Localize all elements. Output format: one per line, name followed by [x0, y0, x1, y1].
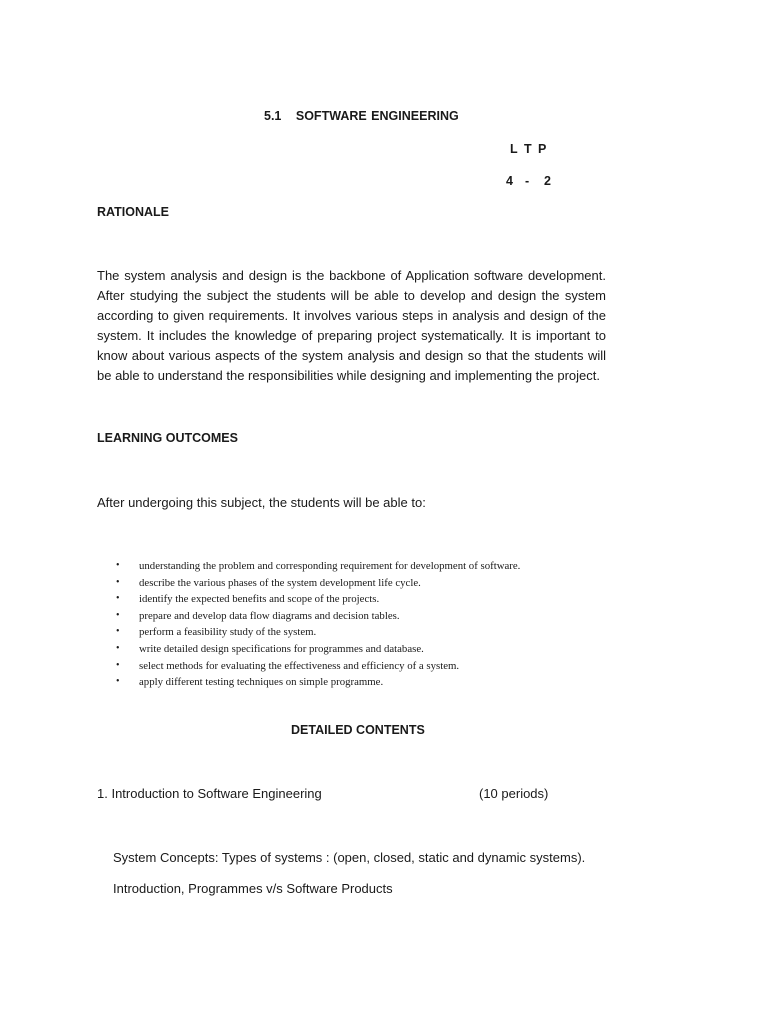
- learning-outcomes-heading: LEARNING OUTCOMES: [97, 431, 238, 445]
- bullet-icon: •: [116, 642, 120, 654]
- bullet-icon: •: [116, 560, 120, 571]
- unit-periods: (10 periods): [479, 786, 549, 801]
- rationale-heading: RATIONALE: [97, 205, 169, 219]
- list-item: [114, 608, 520, 625]
- ltp-header-p: P: [538, 142, 547, 156]
- outcome-text: select methods for evaluating the effectiveness and efficiency of a system.: [139, 659, 460, 672]
- learning-outcomes-intro: After undergoing this subject, the students will be able to:: [97, 495, 426, 510]
- outcome-text: perform a feasibility study of the system.: [139, 626, 317, 639]
- list-item: [114, 558, 520, 575]
- bullet-icon: •: [116, 659, 120, 671]
- ltp-header-t: T: [524, 142, 532, 156]
- content-line: System Concepts: Types of systems : (open, closed, static and dynamic systems).: [113, 850, 586, 865]
- ltp-value-row: [506, 174, 563, 188]
- unit-title: 1. Introduction to Software Engineering: [97, 786, 322, 801]
- section-number: 5.1: [264, 109, 282, 123]
- ltp-header-l: L: [510, 142, 518, 156]
- subject-title: SOFTWARE ENGINEERING: [295, 109, 459, 123]
- outcome-text: prepare and develop data flow diagrams and decision tables.: [139, 609, 400, 622]
- list-item: [114, 641, 520, 658]
- ltp-header-row: [510, 142, 552, 156]
- list-item: [114, 674, 520, 691]
- ltp-value-p: 2: [544, 174, 551, 188]
- rationale-paragraph: The system analysis and design is the backbone of Application software development. After studying the subject the students will be able to develop and design the system according to given requirements. It involves various steps in analysis and design of the system. It includes the knowledge of preparing project systematically. It is important to know about various aspects of the system analysis and design so that the students will be able to understand the responsibilities while designing and implementing the project.: [97, 268, 606, 383]
- list-item: [114, 658, 520, 675]
- bullet-icon: •: [116, 626, 120, 638]
- ltp-value-l: 4: [506, 174, 513, 188]
- bullet-icon: •: [116, 593, 120, 605]
- detailed-contents-heading: DETAILED CONTENTS: [291, 723, 425, 737]
- outcome-text: describe the various phases of the system development life cycle.: [139, 576, 421, 589]
- bullet-icon: •: [116, 576, 120, 588]
- document-title: [264, 109, 459, 123]
- list-item: [114, 575, 520, 592]
- bullet-icon: •: [116, 676, 120, 688]
- bullet-icon: •: [116, 609, 120, 621]
- outcome-text: understanding the problem and corresponding requirement for development of software.: [139, 560, 521, 572]
- outcome-text: identify the expected benefits and scope of the projects.: [139, 593, 380, 606]
- outcome-text: write detailed design specifications for programmes and database.: [139, 642, 424, 655]
- learning-outcomes-list: [114, 558, 520, 691]
- outcome-text: apply different testing techniques on simple programme.: [139, 676, 384, 689]
- list-item: [114, 591, 520, 608]
- ltp-value-t: -: [525, 174, 530, 188]
- list-item: [114, 624, 520, 641]
- content-line: Introduction, Programmes v/s Software Products: [113, 881, 393, 896]
